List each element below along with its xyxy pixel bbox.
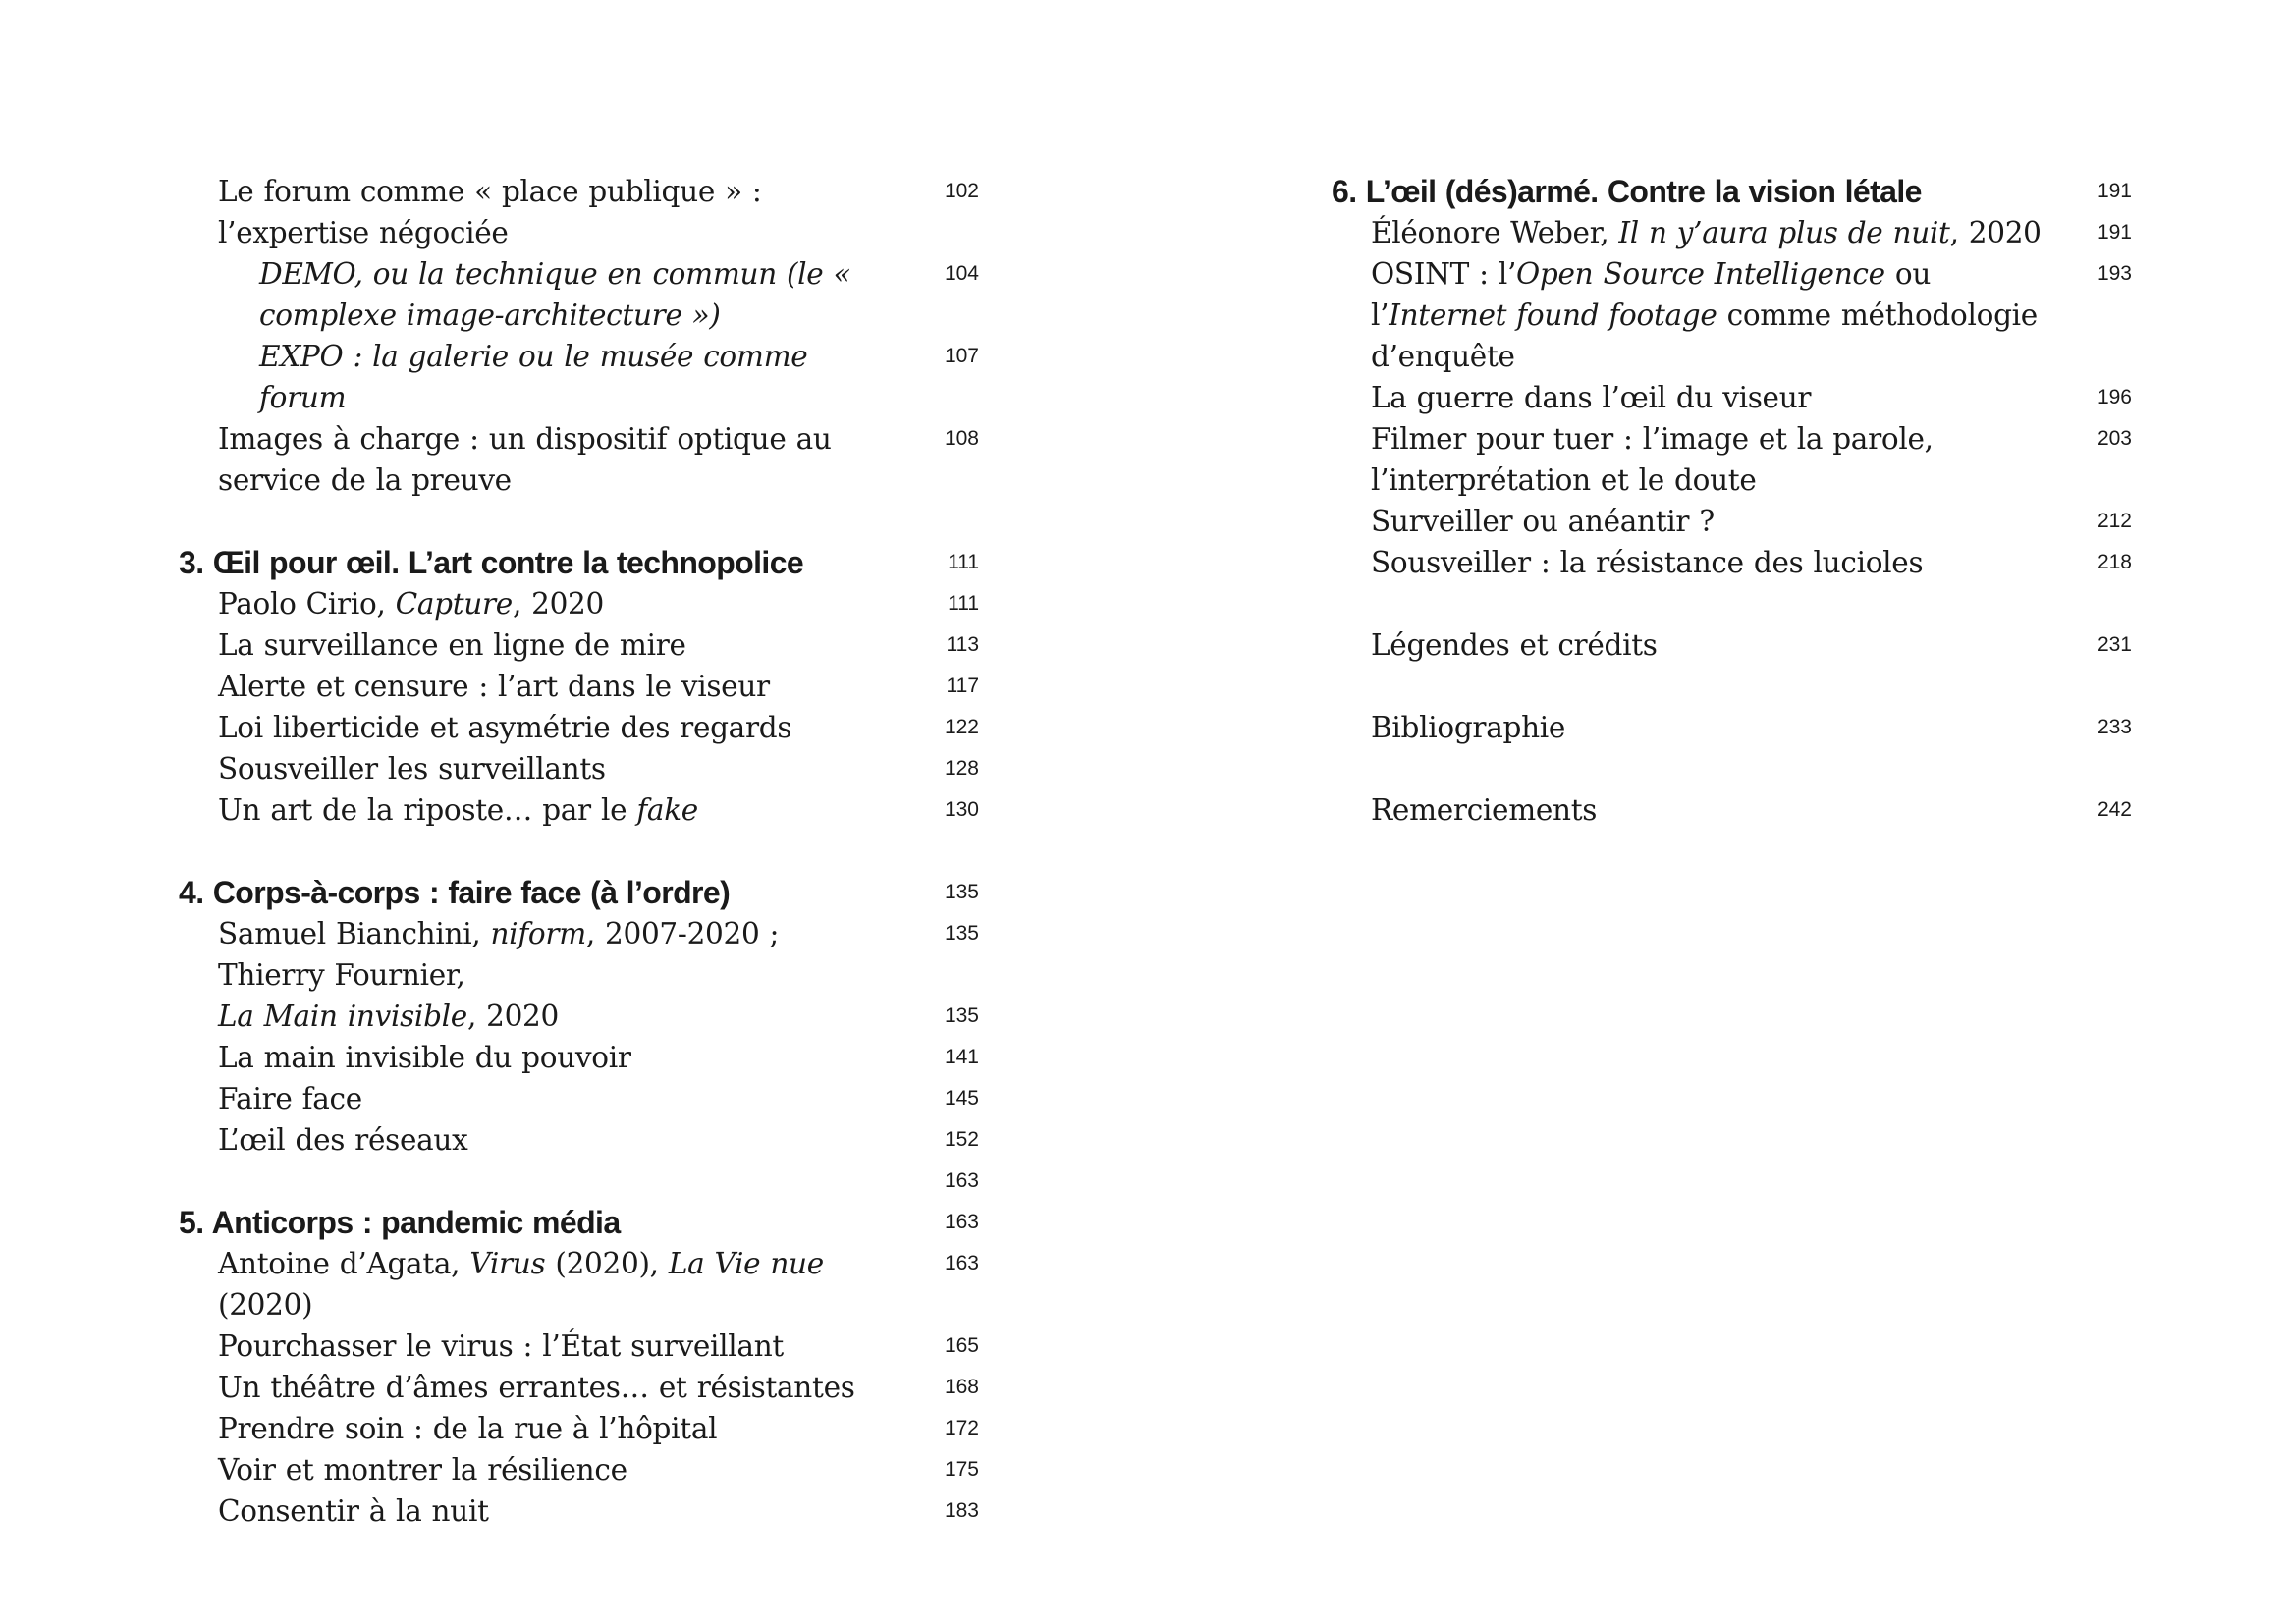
chapter-title: 4. Corps-à-corps : faire face (à l’ordre) [179,875,731,910]
toc-page-number: 135 [944,881,979,903]
toc-entry[interactable] [179,789,979,831]
toc-chapter-5[interactable] [179,1202,979,1243]
toc-page-number: 145 [944,1087,979,1110]
toc-page-number: 231 [2097,633,2132,656]
toc-entry-title: L’œil des réseaux [218,1123,468,1157]
toc-entry[interactable] [179,1078,979,1119]
toc-page-number: 175 [944,1458,979,1481]
toc-entry-title: Pourchasser le virus : l’État surveillant [218,1329,784,1363]
toc-entry-title: EXPO : la galerie ou le musée comme forum [259,340,808,414]
toc-entry[interactable] [179,1408,979,1449]
title-part: (2020) [218,1288,313,1322]
toc-page-number: 193 [2097,262,2132,285]
toc-entry-title: Voir et montrer la résilience [218,1453,627,1487]
toc-page-number: 203 [2097,427,2132,450]
toc-entry-title: Surveiller ou anéantir ? [1371,505,1715,538]
toc-subentry[interactable] [179,253,979,336]
toc-entry[interactable] [179,913,979,996]
toc-page-number: 135 [944,1004,979,1027]
toc-entry[interactable] [1332,501,2132,542]
toc-entry[interactable] [1332,377,2132,418]
title-part: Antoine d’Agata, [218,1247,470,1280]
toc-entry-legendes[interactable] [1332,624,2132,666]
spacer [1332,583,2132,624]
toc-right-column [1332,171,2132,831]
toc-chapter-3[interactable] [179,542,979,583]
toc-entry[interactable] [1332,253,2132,377]
spacer [179,501,979,542]
toc-chapter-6[interactable] [1332,171,2132,212]
toc-entry-title [1332,212,2132,253]
title-part: ou l’ [1371,257,1932,332]
title-italic-part: Capture [395,587,513,621]
toc-page-number: 218 [2097,551,2132,573]
title-italic-part: niform [490,917,586,950]
toc-entry-title: Images à charge : un dispositif optique au service de la preuve [218,422,832,497]
toc-entry[interactable] [179,1119,979,1161]
title-part: , 2007-2020 ; Thierry Fournier, [218,917,780,992]
title-italic-part: La Main invisible [218,1000,467,1033]
toc-page-number: 135 [944,922,979,945]
toc-page-number: 113 [946,633,979,656]
title-italic-part: fake [636,793,698,827]
toc-entry-title [179,996,979,1037]
empty-line [179,1161,979,1202]
title-part: , 2020 [512,587,604,621]
toc-entry-title: DEMO, ou la technique en commun (le « complexe image-architecture ») [259,257,851,332]
toc-entry[interactable] [1332,542,2132,583]
toc-entry[interactable] [179,707,979,748]
toc-entry[interactable] [179,666,979,707]
toc-entry-title: Consentir à la nuit [218,1494,489,1528]
toc-entry[interactable] [1332,212,2132,253]
toc-page-number: 242 [2097,798,2132,821]
toc-entry[interactable] [179,748,979,789]
title-part: Paolo Cirio, [218,587,396,621]
title-italic-part: Il n y’aura plus de nuit [1618,216,1950,249]
toc-entry[interactable] [179,418,979,501]
toc-page-number: 104 [944,262,979,285]
title-part: comme méthodologie d’enquête [1371,298,2038,373]
title-part: Un art de la riposte… par le [218,793,637,827]
toc-subentry[interactable] [179,336,979,418]
toc-entry[interactable] [179,583,979,624]
toc-entry-title: Légendes et crédits [1371,628,1658,662]
toc-entry-title: Loi liberticide et asymétrie des regards [218,711,792,744]
toc-page-number: 130 [944,798,979,821]
toc-entry[interactable] [179,1490,979,1532]
toc-left-column [179,171,979,1532]
toc-entry-remerciements[interactable] [1332,789,2132,831]
toc-page-number: 183 [944,1499,979,1522]
toc-entry-title: Un théâtre d’âmes errantes… et résistantes [218,1371,855,1404]
toc-entry-title: Alerte et censure : l’art dans le viseur [218,670,770,703]
toc-entry-title: Sousveiller : la résistance des lucioles [1371,546,1924,579]
toc-entry[interactable] [179,171,979,253]
toc-entry-title: La main invisible du pouvoir [218,1041,631,1074]
toc-entry[interactable] [1332,418,2132,501]
toc-page-number: 102 [944,180,979,202]
toc-entry[interactable] [179,624,979,666]
toc-page-number: 107 [944,345,979,367]
toc-page-number: 111 [948,551,979,573]
toc-page-number: 212 [2097,510,2132,532]
toc-entry-title: Bibliographie [1371,711,1566,744]
toc-page-number: 111 [948,592,979,615]
title-part: OSINT : l’ [1371,257,1517,291]
title-part: , 2020 [1949,216,2042,249]
title-italic-part: La Vie nue [668,1247,824,1280]
toc-page-number: 191 [2097,180,2132,202]
chapter-title: 6. L’œil (dés)armé. Contre la vision létale [1332,174,1922,209]
toc-page-number: 168 [944,1376,979,1398]
toc-page-number: 163 [944,1169,979,1192]
toc-entry-title: Filmer pour tuer : l’image et la parole, l’interprétation et le doute [1371,422,1934,497]
toc-entry[interactable] [179,996,979,1037]
toc-page-number: 117 [946,675,979,697]
toc-page-number: 163 [944,1211,979,1233]
toc-page-number: 172 [944,1417,979,1439]
toc-page-number: 191 [2097,221,2132,244]
toc-page-number: 165 [944,1334,979,1357]
toc-page-number: 108 [944,427,979,450]
toc-page-number: 196 [2097,386,2132,408]
toc-entry[interactable] [179,1037,979,1078]
toc-entry-title: Prendre soin : de la rue à l’hôpital [218,1412,718,1445]
toc-page-number: 233 [2097,716,2132,738]
toc-entry-orphan-page [179,1161,979,1202]
toc-page-number: 163 [944,1252,979,1274]
chapter-title: 3. Œil pour œil. L’art contre la technopolice [179,545,804,580]
spacer [1332,748,2132,789]
toc-entry-title [179,913,979,996]
toc-page-number: 128 [944,757,979,780]
toc-page-number: 152 [944,1128,979,1151]
toc-entry-title: La surveillance en ligne de mire [218,628,686,662]
toc-page-number: 122 [944,716,979,738]
title-part: Samuel Bianchini, [218,917,491,950]
toc-entry-title: Faire face [218,1082,362,1115]
chapter-title: 5. Anticorps : pandemic média [179,1205,621,1240]
toc-entry-title: Remerciements [1371,793,1598,827]
toc-entry[interactable] [179,1243,979,1326]
spacer [1332,666,2132,707]
toc-entry-title [1332,253,2132,377]
toc-entry[interactable] [179,1326,979,1367]
title-italic-part: Open Source Intelligence [1516,257,1885,291]
toc-entry[interactable] [179,1449,979,1490]
title-part: , 2020 [466,1000,559,1033]
toc-entry-title [179,1243,979,1326]
title-italic-part: Internet found footage [1389,298,1717,332]
toc-entry-title: La guerre dans l’œil du viseur [1371,381,1812,414]
toc-entry-title: Sousveiller les surveillants [218,752,606,785]
spacer [179,831,979,872]
toc-entry-title: Le forum comme « place publique » : l’expertise négociée [218,175,762,249]
toc-entry-title [179,583,979,624]
toc-page-number: 141 [944,1046,979,1068]
toc-entry[interactable] [179,1367,979,1408]
toc-entry-bibliographie[interactable] [1332,707,2132,748]
title-part: Éléonore Weber, [1371,216,1619,249]
toc-chapter-4[interactable] [179,872,979,913]
title-part: (2020), [545,1247,669,1280]
toc-entry-title [179,789,979,831]
title-italic-part: Virus [469,1247,546,1280]
